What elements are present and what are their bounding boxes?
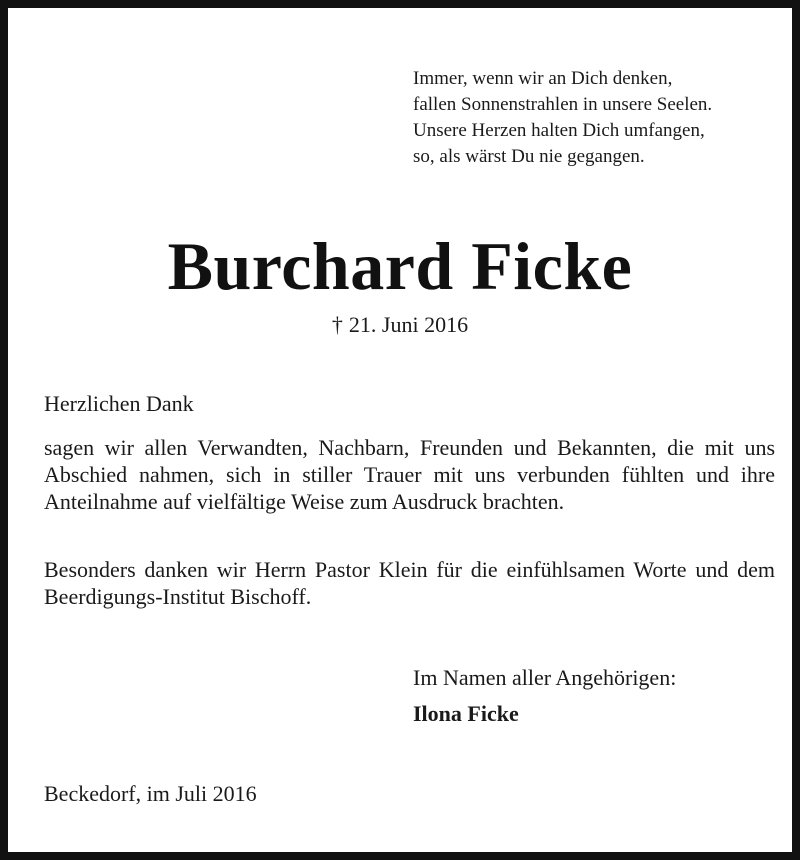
poem-line: Immer, wenn wir an Dich denken, bbox=[413, 68, 673, 89]
cross-symbol: † bbox=[331, 312, 343, 337]
death-date: 21. Juni 2016 bbox=[348, 312, 469, 337]
thanks-greeting: Herzlichen Dank bbox=[44, 391, 194, 416]
on-behalf-line: Im Namen aller Angehörigen: bbox=[413, 665, 677, 690]
poem-line: so, als wärst Du nie gegangen. bbox=[413, 146, 645, 167]
thanks-paragraph: sagen wir allen Verwandten, Nachbarn, Freunden und Bekannten, die mit uns Abschied nahmen, sich in stiller Trauer mit uns verbunden fühlten und ihre Anteilnahme auf vielfältige Weise zum Ausdruck brachten. bbox=[44, 435, 775, 514]
death-date-line bbox=[8, 310, 792, 340]
special-thanks-paragraph: Besonders danken wir Herrn Pastor Klein für die einfühlsamen Worte und dem Beerdigungs-Institut Bischoff. bbox=[44, 557, 775, 609]
signer-name: Ilona Ficke bbox=[413, 701, 519, 726]
deceased-name: Burchard Ficke bbox=[167, 228, 633, 304]
poem-line: fallen Sonnenstrahlen in unsere Seelen. bbox=[413, 94, 713, 115]
memorial-poem bbox=[413, 66, 783, 170]
place-and-date: Beckedorf, im Juli 2016 bbox=[44, 781, 257, 806]
poem-line: Unsere Herzen halten Dich umfangen, bbox=[413, 120, 705, 141]
